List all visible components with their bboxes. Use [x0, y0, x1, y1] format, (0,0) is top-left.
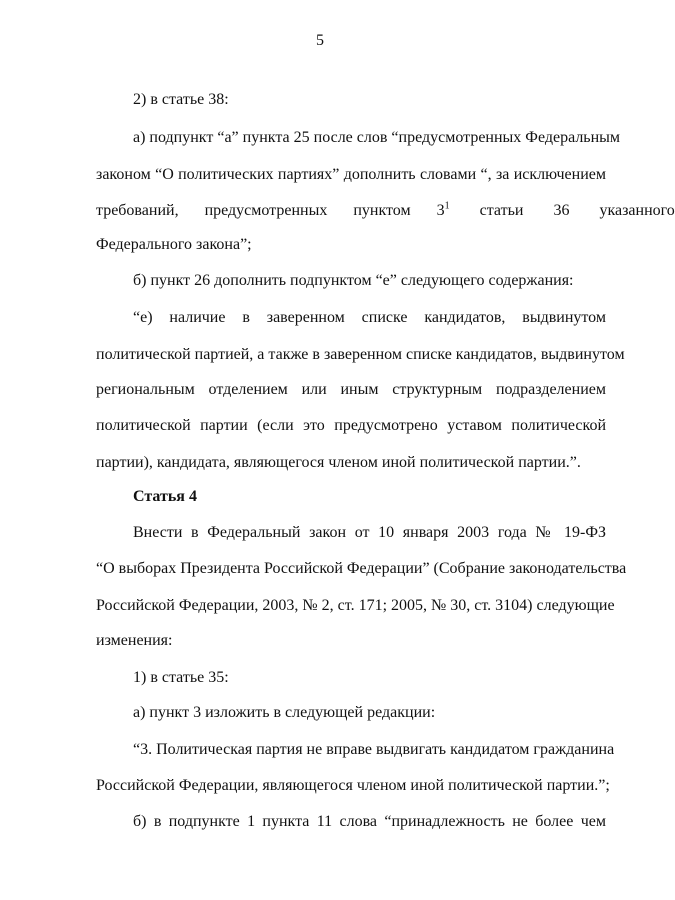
- superscript: 1: [444, 200, 450, 212]
- text-line: Российской Федерации, 2003, № 2, ст. 171; 2005, № 30, ст. 3104) следующие: [96, 597, 615, 614]
- text-line: 2) в статье 38:: [133, 91, 229, 108]
- text-line: изменения:: [96, 632, 173, 649]
- text-line: законом “О политических партиях” дополнить словами “, за исключением: [96, 166, 606, 183]
- text-line: “О выборах Президента Российской Федерации” (Собрание законодательства: [96, 560, 627, 577]
- text-line: политической партии (если это предусмотрено уставом политической: [96, 417, 606, 434]
- text-line: Российской Федерации, являющегося членом иной политической партии.”;: [96, 777, 610, 794]
- text-line: “3. Политическая партия не вправе выдвигать кандидатом гражданина: [133, 741, 615, 758]
- text-line: Внести в Федеральный закон от 10 января 2003 года № 19-ФЗ: [133, 524, 606, 541]
- text-segment: требований, предусмотренных пунктом 3: [96, 202, 445, 219]
- text-line: региональным отделением или иным структурным подразделением: [96, 381, 606, 398]
- text-line: б) пункт 26 дополнить подпунктом “е” следующего содержания:: [133, 272, 574, 289]
- page-number: 5: [316, 32, 324, 49]
- text-line: “е) наличие в заверенном списке кандидатов, выдвинутом: [133, 309, 606, 326]
- text-line: политической партией, а также в заверенном списке кандидатов, выдвинутом: [96, 346, 625, 363]
- text-line: а) подпункт “а” пункта 25 после слов “предусмотренных Федеральным: [133, 129, 621, 146]
- text-line: 1) в статье 35:: [133, 669, 229, 686]
- text-line: партии), кандидата, являющегося членом иной политической партии.”.: [96, 454, 581, 471]
- text-line: [96, 200, 675, 221]
- article-heading: Статья 4: [133, 488, 197, 505]
- text-line: а) пункт 3 изложить в следующей редакции:: [133, 704, 436, 721]
- text-segment: статьи 36 указанного: [449, 202, 675, 219]
- text-line: Федерального закона”;: [96, 236, 252, 253]
- text-line: б) в подпункте 1 пункта 11 слова “принадлежность не более чем: [133, 813, 606, 830]
